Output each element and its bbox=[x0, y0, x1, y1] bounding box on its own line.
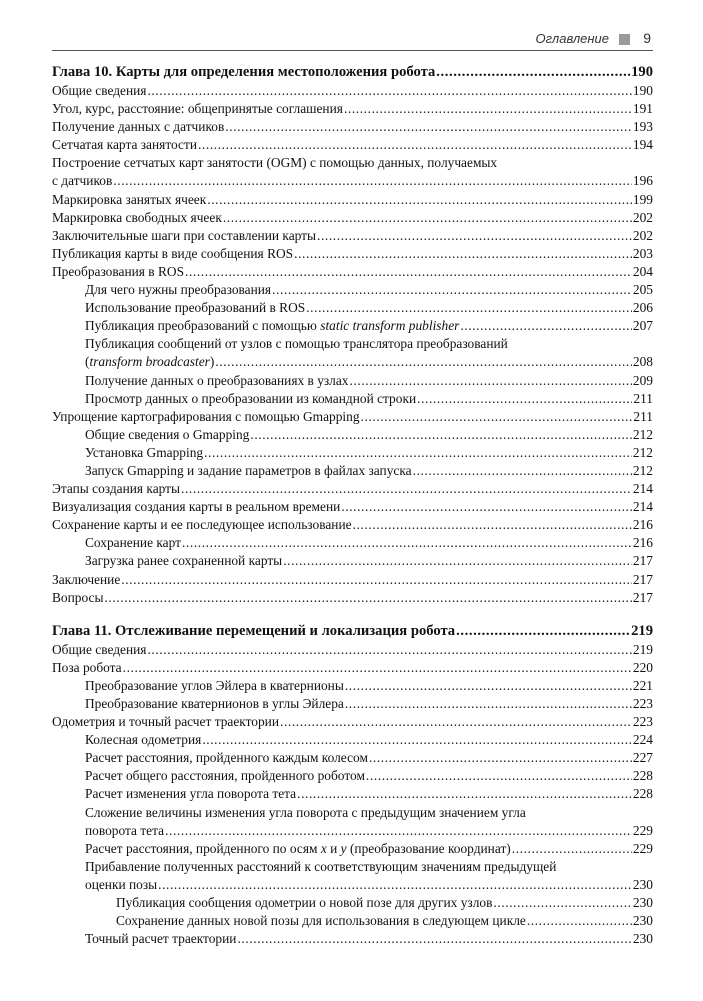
entry-title-text: Построение сетчатых карт занятости (OGM) с помощью данных, получаемых bbox=[52, 155, 498, 171]
entry-title bbox=[116, 894, 492, 912]
entry-title-text: Заключение bbox=[52, 571, 121, 587]
entry-title-text: Публикация карты в виде сообщения ROS bbox=[52, 245, 294, 261]
entry-title bbox=[52, 118, 224, 136]
dot-leader bbox=[225, 118, 632, 136]
entry-title bbox=[52, 480, 180, 498]
dot-leader bbox=[527, 912, 632, 930]
entry-title-text: Колесная одометрия bbox=[85, 732, 202, 748]
entry-title bbox=[52, 589, 103, 607]
entry-page-number: 214 bbox=[632, 481, 653, 497]
toc-entry bbox=[52, 317, 653, 335]
entry-title bbox=[52, 209, 222, 227]
entry-title-text: и bbox=[326, 840, 341, 856]
entry-title bbox=[85, 444, 203, 462]
entry-title bbox=[52, 227, 316, 245]
dot-leader bbox=[223, 209, 632, 227]
toc-entry bbox=[52, 136, 653, 154]
entry-title bbox=[85, 281, 271, 299]
dot-leader bbox=[113, 172, 632, 190]
toc-entry bbox=[52, 82, 653, 100]
entry-page-number: 230 bbox=[632, 876, 653, 892]
entry-title bbox=[85, 767, 365, 785]
toc-entry bbox=[52, 571, 653, 589]
entry-title bbox=[85, 426, 249, 444]
entry-page-number: 223 bbox=[632, 696, 653, 711]
entry-page-number: 212 bbox=[632, 462, 653, 478]
entry-title-text: Использование преобразований в ROS bbox=[85, 300, 306, 316]
toc-entry bbox=[52, 930, 653, 948]
entry-page-number: 220 bbox=[632, 659, 653, 675]
entry-page-number: 203 bbox=[632, 245, 653, 261]
entry-title-text: Расчет изменения угла поворота тета bbox=[85, 786, 297, 802]
dot-leader bbox=[237, 930, 631, 948]
entry-page-number: 229 bbox=[632, 840, 653, 856]
entry-title bbox=[52, 154, 497, 172]
toc-entry bbox=[52, 209, 653, 227]
dot-leader bbox=[366, 767, 632, 785]
toc-entry bbox=[52, 281, 653, 299]
entry-title-text: Преобразования в ROS bbox=[52, 263, 185, 279]
toc-entry bbox=[52, 462, 653, 480]
entry-page-number: 207 bbox=[632, 318, 653, 334]
entry-title bbox=[52, 191, 206, 209]
entry-title-text: Для чего нужны преобразования bbox=[85, 282, 272, 298]
toc-entry bbox=[52, 118, 653, 136]
entry-title bbox=[85, 749, 368, 767]
dot-leader bbox=[283, 552, 632, 570]
entry-page-number: 204 bbox=[632, 263, 653, 279]
entry-page-number: 230 bbox=[632, 913, 653, 929]
dot-leader bbox=[147, 641, 631, 659]
dot-leader bbox=[369, 749, 632, 767]
entry-title-emphasis: static transform publisher bbox=[320, 318, 460, 334]
toc-entry bbox=[52, 245, 653, 263]
entry-page-number: 212 bbox=[632, 444, 653, 460]
entry-title-text: Публикация сообщения одометрии о новой позе для других узлов bbox=[116, 895, 493, 911]
entry-title-text: Просмотр данных о преобразовании из командной строки bbox=[85, 390, 417, 406]
entry-title bbox=[52, 100, 343, 118]
entry-page-number: 196 bbox=[632, 173, 653, 189]
entry-page-number: 223 bbox=[632, 714, 653, 730]
entry-title-text: Запуск Gmapping и задание параметров в файлах запуска bbox=[85, 462, 412, 478]
toc-entry bbox=[52, 713, 653, 731]
toc-entry bbox=[52, 154, 653, 172]
entry-page-number: 216 bbox=[632, 535, 653, 551]
dot-leader bbox=[493, 894, 631, 912]
entry-title-text: Общие сведения о Gmapping bbox=[85, 426, 250, 442]
entry-title bbox=[85, 462, 412, 480]
toc-entry bbox=[52, 677, 653, 695]
entry-title bbox=[85, 785, 296, 803]
entry-title-text: Сохранение данных новой позы для использования в следующем цикле bbox=[116, 913, 526, 929]
dot-leader bbox=[158, 876, 632, 894]
page-number: 9 bbox=[643, 30, 651, 46]
entry-page-number: 194 bbox=[632, 137, 653, 153]
entry-title bbox=[85, 858, 556, 876]
toc-entry bbox=[52, 263, 653, 281]
toc-chapter bbox=[52, 62, 653, 82]
entry-title-text: Сохранение карт bbox=[85, 535, 181, 551]
dot-leader bbox=[207, 191, 632, 209]
entry-page-number: 202 bbox=[632, 227, 653, 243]
entry-title bbox=[85, 552, 282, 570]
entry-page-number: 209 bbox=[632, 372, 653, 388]
entry-title bbox=[85, 840, 511, 858]
entry-page-number: 190 bbox=[632, 83, 653, 98]
dot-leader bbox=[345, 677, 632, 695]
entry-page-number: 211 bbox=[633, 408, 653, 424]
dot-leader bbox=[202, 731, 632, 749]
entry-title-text: с датчиков bbox=[52, 173, 113, 189]
toc-entry bbox=[52, 552, 653, 570]
entry-page-number: 212 bbox=[632, 426, 653, 442]
entry-title bbox=[52, 713, 279, 731]
entry-title-text: Прибавление полученных расстояний к соответствующим значениям предыдущей bbox=[85, 858, 557, 874]
entry-page-number: 191 bbox=[632, 101, 653, 117]
entry-title-text: поворота тета bbox=[85, 822, 165, 838]
entry-title-text: Расчет расстояния, пройденного по осям bbox=[85, 840, 321, 856]
entry-title-text: Точный расчет траектории bbox=[85, 931, 237, 947]
entry-title-continuation bbox=[85, 876, 157, 894]
entry-title-text: Получение данных с датчиков bbox=[52, 119, 225, 135]
toc-entry bbox=[52, 731, 653, 749]
dot-leader bbox=[147, 82, 631, 100]
entry-title-continuation bbox=[52, 172, 112, 190]
dot-leader bbox=[353, 516, 632, 534]
dot-leader bbox=[165, 822, 632, 840]
entry-title-text: Этапы создания карты bbox=[52, 481, 181, 497]
entry-title-continuation bbox=[85, 822, 164, 840]
entry-title-continuation bbox=[85, 353, 214, 371]
toc-entry bbox=[52, 749, 653, 767]
table-of-contents bbox=[52, 62, 653, 948]
dot-leader bbox=[297, 785, 632, 803]
dot-leader bbox=[361, 408, 633, 426]
header-square-icon bbox=[619, 34, 630, 45]
toc-entry bbox=[52, 767, 653, 785]
dot-leader bbox=[460, 317, 632, 335]
entry-page-number: 230 bbox=[632, 895, 653, 911]
entry-title bbox=[52, 621, 455, 641]
entry-title bbox=[52, 62, 435, 82]
dot-leader bbox=[317, 227, 632, 245]
entry-title bbox=[85, 804, 526, 822]
entry-title-text: Маркировка свободных ячеек bbox=[52, 209, 222, 225]
entry-title bbox=[52, 136, 197, 154]
entry-page-number: 193 bbox=[632, 119, 653, 135]
entry-title bbox=[85, 372, 349, 390]
entry-title-text: Сложение величины изменения угла поворота с предыдущим значением угла bbox=[85, 804, 526, 820]
dot-leader bbox=[344, 100, 632, 118]
entry-title-text: Общие сведения bbox=[52, 83, 147, 98]
entry-title-text: оценки позы bbox=[85, 876, 158, 892]
toc-entry bbox=[52, 498, 653, 516]
dot-leader bbox=[280, 713, 632, 731]
entry-title bbox=[85, 534, 181, 552]
entry-title-text: ( bbox=[85, 354, 90, 370]
entry-page-number: 214 bbox=[632, 499, 653, 515]
entry-title bbox=[52, 516, 352, 534]
entry-title bbox=[85, 299, 305, 317]
entry-title bbox=[52, 641, 146, 659]
entry-title-text: Публикация преобразований с помощью bbox=[85, 318, 321, 334]
toc-chapter bbox=[52, 621, 653, 641]
dot-leader bbox=[417, 390, 632, 408]
entry-title-text: Преобразование углов Эйлера в кватернионы bbox=[85, 677, 344, 693]
entry-title-text: Сетчатая карта занятости bbox=[52, 137, 197, 153]
entry-title-text: Заключительные шаги при составлении карты bbox=[52, 227, 317, 243]
entry-title bbox=[52, 659, 122, 677]
entry-page-number: 217 bbox=[632, 589, 653, 605]
entry-title-text: Расчет расстояния, пройденного каждым колесом bbox=[85, 750, 368, 766]
entry-title-text: Угол, курс, расстояние: общепринятые соглашения bbox=[52, 101, 343, 117]
entry-title-text: Поза робота bbox=[52, 659, 122, 675]
toc-entry bbox=[52, 534, 653, 552]
toc-entry bbox=[52, 804, 653, 822]
dot-leader bbox=[294, 245, 632, 263]
toc-entry bbox=[52, 372, 653, 390]
entry-page-number: 217 bbox=[632, 571, 653, 587]
dot-leader bbox=[350, 372, 632, 390]
entry-title-text: Сохранение карты и ее последующее использование bbox=[52, 517, 352, 533]
dot-leader bbox=[182, 534, 632, 552]
entry-title-text: (преобразование координат) bbox=[346, 840, 511, 856]
entry-page-number: 206 bbox=[632, 300, 653, 316]
entry-title bbox=[85, 731, 201, 749]
entry-title bbox=[85, 677, 344, 695]
entry-title-text: Общие сведения bbox=[52, 641, 147, 657]
entry-title-text: ) bbox=[209, 354, 215, 370]
toc-entry bbox=[52, 695, 653, 713]
toc-entry bbox=[52, 426, 653, 444]
dot-leader bbox=[512, 840, 632, 858]
dot-leader bbox=[341, 498, 632, 516]
toc-entry-continuation bbox=[52, 172, 653, 190]
toc-entry bbox=[52, 785, 653, 803]
toc-entry bbox=[52, 589, 653, 607]
entry-page-number: 208 bbox=[632, 354, 653, 370]
entry-page-number: 228 bbox=[632, 768, 653, 784]
entry-title-text: Маркировка занятых ячеек bbox=[52, 191, 207, 207]
entry-title bbox=[52, 571, 120, 589]
dot-leader bbox=[456, 621, 630, 641]
entry-title-emphasis: transform broadcaster bbox=[89, 354, 210, 370]
toc-entry bbox=[52, 191, 653, 209]
entry-page-number: 199 bbox=[632, 191, 653, 207]
entry-title bbox=[116, 912, 526, 930]
entry-page-number: 211 bbox=[633, 390, 653, 406]
dot-leader bbox=[345, 695, 632, 713]
entry-page-number: 224 bbox=[632, 732, 653, 748]
entry-page-number: 221 bbox=[632, 677, 653, 693]
entry-title-emphasis: x bbox=[320, 840, 327, 856]
dot-leader bbox=[123, 659, 632, 677]
dot-leader bbox=[204, 444, 632, 462]
toc-entry bbox=[52, 335, 653, 353]
entry-title-text: Одометрия и точный расчет траектории bbox=[52, 714, 280, 730]
entry-title bbox=[85, 335, 508, 353]
entry-title bbox=[52, 498, 340, 516]
toc-entry-continuation bbox=[52, 822, 653, 840]
dot-leader bbox=[104, 589, 631, 607]
toc-entry bbox=[52, 408, 653, 426]
entry-page-number: 230 bbox=[632, 931, 653, 947]
entry-title-text: Преобразование кватернионов в углы Эйлера bbox=[85, 696, 344, 711]
entry-title-text: Расчет общего расстояния, пройденного роботом bbox=[85, 768, 365, 784]
entry-title-text: Загрузка ранее сохраненной карты bbox=[85, 553, 283, 569]
dot-leader bbox=[413, 462, 632, 480]
entry-page-number: 219 bbox=[631, 622, 653, 639]
entry-title bbox=[52, 82, 146, 100]
entry-title bbox=[52, 245, 293, 263]
entry-page-number: 229 bbox=[632, 822, 653, 838]
entry-title-text: Глава 10. Карты для определения местоположения робота bbox=[52, 64, 436, 80]
entry-title-emphasis: y bbox=[340, 840, 347, 856]
entry-title-text: Вопросы bbox=[52, 589, 104, 605]
entry-title-text: Получение данных о преобразованиях в узлах bbox=[85, 372, 349, 388]
dot-leader bbox=[306, 299, 632, 317]
chapter-gap bbox=[52, 607, 653, 621]
toc-entry bbox=[52, 227, 653, 245]
entry-page-number: 228 bbox=[632, 786, 653, 802]
toc-entry bbox=[52, 100, 653, 118]
dot-leader bbox=[181, 480, 632, 498]
toc-entry bbox=[52, 840, 653, 858]
entry-title bbox=[85, 390, 416, 408]
toc-entry bbox=[52, 480, 653, 498]
toc-entry bbox=[52, 912, 653, 930]
dot-leader bbox=[436, 62, 630, 82]
entry-title bbox=[52, 408, 360, 426]
toc-entry bbox=[52, 858, 653, 876]
dot-leader bbox=[272, 281, 632, 299]
entry-title bbox=[85, 930, 236, 948]
toc-entry-continuation bbox=[52, 876, 653, 894]
entry-title-text: Публикация сообщений от узлов с помощью транслятора преобразований bbox=[85, 336, 508, 352]
entry-page-number: 216 bbox=[632, 517, 653, 533]
toc-entry-continuation bbox=[52, 353, 653, 371]
toc-entry bbox=[52, 299, 653, 317]
entry-title bbox=[85, 695, 344, 713]
entry-page-number: 227 bbox=[632, 750, 653, 766]
entry-title bbox=[85, 317, 459, 335]
running-title: Оглавление bbox=[535, 31, 609, 46]
entry-title-text: Упрощение картографирования с помощью Gmapping bbox=[52, 408, 360, 424]
entry-page-number: 219 bbox=[632, 641, 653, 657]
toc-entry bbox=[52, 444, 653, 462]
dot-leader bbox=[215, 353, 632, 371]
entry-page-number: 217 bbox=[632, 553, 653, 569]
entry-page-number: 205 bbox=[632, 282, 653, 298]
dot-leader bbox=[250, 426, 632, 444]
running-header bbox=[52, 28, 653, 51]
toc-entry bbox=[52, 641, 653, 659]
entry-page-number: 190 bbox=[631, 64, 653, 80]
entry-title-text: Визуализация создания карты в реальном времени bbox=[52, 499, 341, 515]
entry-page-number: 202 bbox=[632, 209, 653, 225]
entry-title bbox=[52, 263, 184, 281]
entry-title-text: Установка Gmapping bbox=[85, 444, 204, 460]
dot-leader bbox=[185, 263, 632, 281]
toc-entry bbox=[52, 516, 653, 534]
toc-entry bbox=[52, 659, 653, 677]
toc-entry bbox=[52, 390, 653, 408]
dot-leader bbox=[198, 136, 632, 154]
dot-leader bbox=[121, 571, 632, 589]
entry-title-text: Глава 11. Отслеживание перемещений и локализация робота bbox=[52, 622, 456, 639]
toc-entry bbox=[52, 894, 653, 912]
